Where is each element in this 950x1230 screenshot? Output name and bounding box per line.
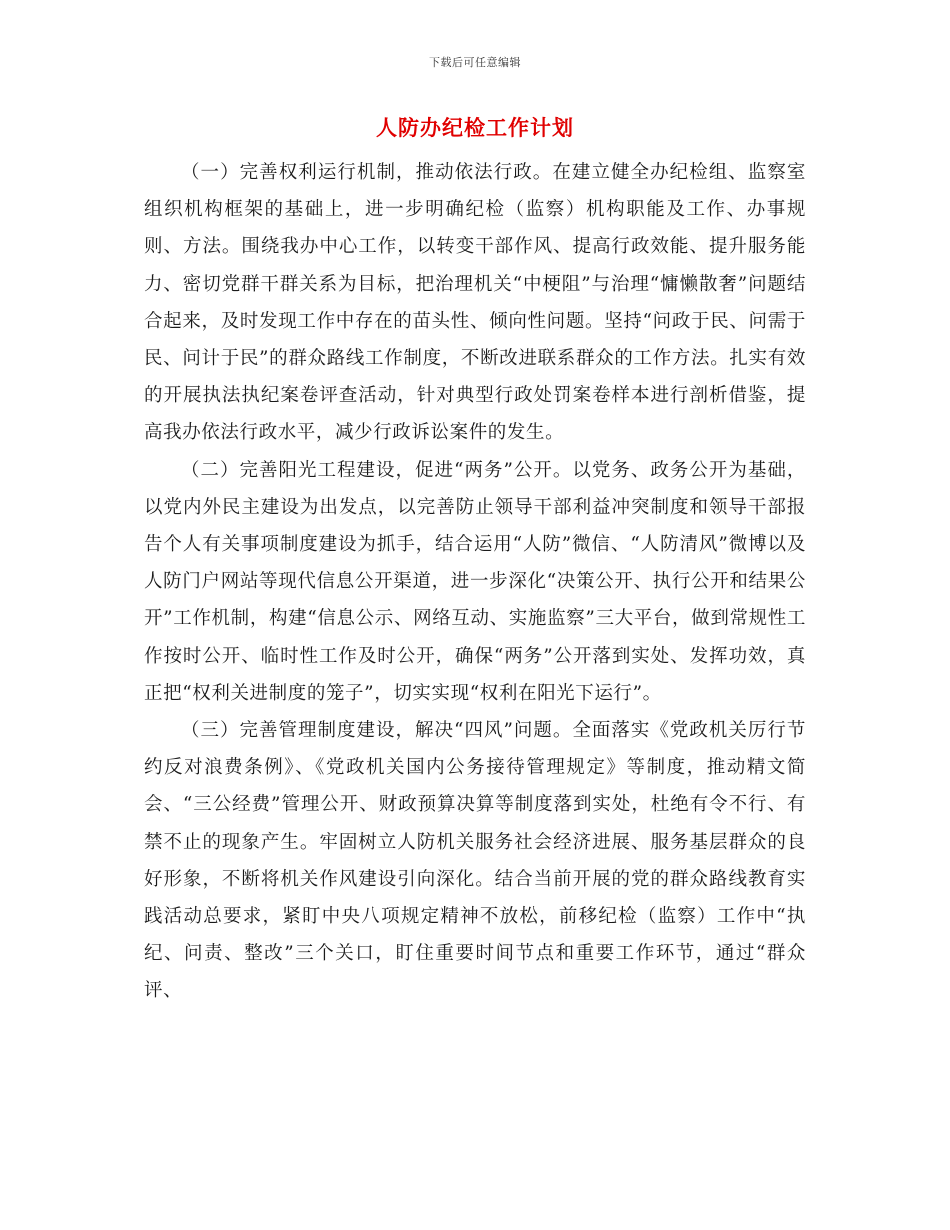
paragraph-3: （三）完善管理制度建设，解决“四风”问题。全面落实《党政机关厉行节约反对浪费条例》、《党政机关国内公务接待管理规定》等制度，推动精文简会、“三公经费”管理公开、财政预算决算等制度落到实处，杜绝有令不行、有禁不止的现象产生。牢固树立人防机关服务社会经济进展、服务基层群众的良好形象，不断将机关作风建设引向深化。结合当前开展的党的群众路线教育实践活动总要求，紧盯中央八项规定精神不放松，前移纪检（监察）工作中“执纪、问责、整改”三个关口，盯住重要时间节点和重要工作环节，通过“群众评、 [144,720,806,1002]
header-note: 下载后可任意编辑 [429,56,521,69]
document-body [144,154,806,1010]
paragraph-1: （一）完善权利运行机制，推动依法行政。在建立健全办纪检组、监察室组织机构框架的基础上，进一步明确纪检（监察）机构职能及工作、办事规则、方法。围绕我办中心工作，以转变干部作风、提高行政效能、提升服务能力、密切党群干群关系为目标，把治理机关“中梗阻”与治理“慵懒散奢”问题结合起来，及时发现工作中存在的苗头性、倾向性问题。坚持“问政于民、问需于民、问计于民”的群众路线工作制度，不断改进联系群众的工作方法。扎实有效的开展执法执纪案卷评查活动，针对典型行政处罚案卷样本进行剖析借鉴，提高我办依法行政水平，减少行政诉讼案件的发生。 [144,162,806,444]
document-title: 人防办纪检工作计划 [376,115,574,140]
paragraph-2: （二）完善阳光工程建设，促进“两务”公开。以党务、政务公开为基础，以党内外民主建设为出发点，以完善防止领导干部利益冲突制度和领导干部报告个人有关事项制度建设为抓手，结合运用“人防”微信、“人防清风”微博以及人防门户网站等现代信息公开渠道，进一步深化“决策公开、执行公开和结果公开”工作机制，构建“信息公示、网络互动、实施监察”三大平台，做到常规性工作按时公开、临时性工作及时公开，确保“两务”公开落到实处、发挥功效，真正把“权利关进制度的笼子”，切实实现“权利在阳光下运行”。 [144,459,806,704]
